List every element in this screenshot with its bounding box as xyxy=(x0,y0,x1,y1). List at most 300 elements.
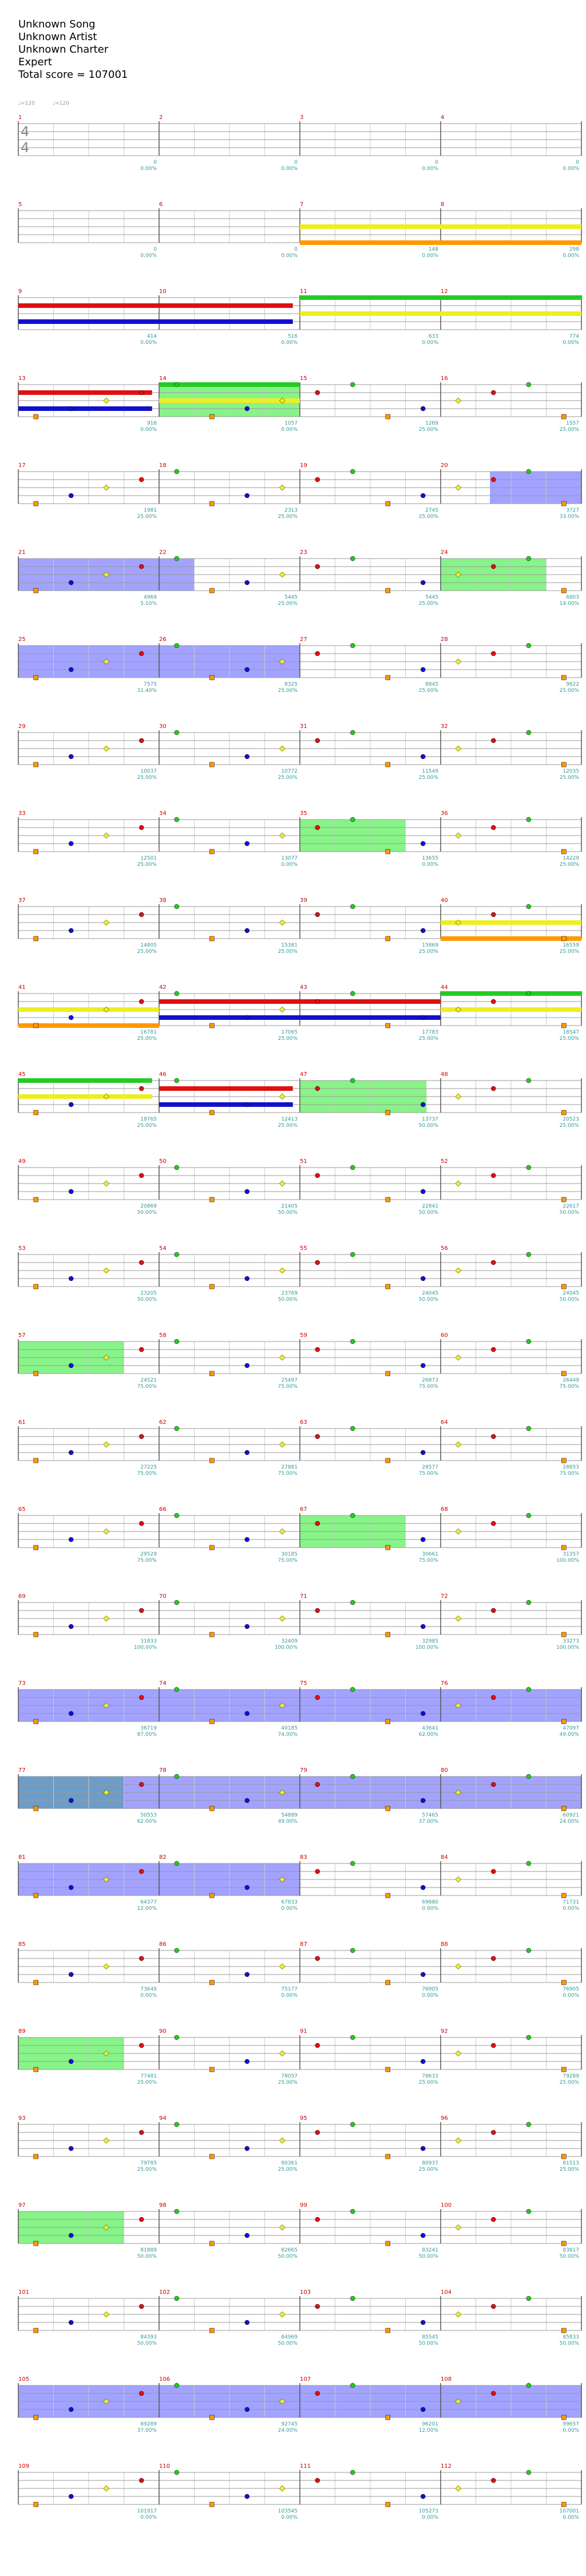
note-gem xyxy=(386,762,390,767)
note-gem xyxy=(491,2217,496,2222)
note-gem xyxy=(209,2328,214,2333)
note-gem xyxy=(175,1339,179,1344)
note-gem xyxy=(279,1616,285,1621)
note-gem xyxy=(34,849,38,854)
note-gem xyxy=(491,2304,496,2309)
note-gem xyxy=(245,2059,250,2064)
sustain-bar xyxy=(18,1094,152,1099)
note-gem xyxy=(561,1458,566,1463)
measure-score: 57465 xyxy=(422,1813,438,1818)
note-gem xyxy=(315,2304,320,2309)
note-gem xyxy=(526,556,531,561)
measure-number: 48 xyxy=(441,1071,448,1078)
note-gem xyxy=(350,2383,355,2388)
note-gem xyxy=(526,2296,531,2301)
measure-percent: 25.00% xyxy=(418,427,438,433)
note-gem xyxy=(561,1893,566,1898)
measure-score: 24045 xyxy=(422,1291,438,1296)
measure-percent: 0.00% xyxy=(281,340,298,346)
note-gem xyxy=(209,675,214,680)
note-gem xyxy=(350,643,355,648)
note-gem xyxy=(245,580,250,585)
measure-score: 8325 xyxy=(284,682,298,687)
note-gem xyxy=(69,1711,73,1716)
note-gem xyxy=(209,1719,214,1724)
time-signature-numerator: 4 xyxy=(21,124,30,140)
measure-score: 13737 xyxy=(422,1117,438,1122)
note-gem xyxy=(245,406,250,411)
note-gem xyxy=(245,2407,250,2412)
note-gem xyxy=(315,564,320,569)
sustain-bar xyxy=(300,295,581,300)
measure-score: 80937 xyxy=(422,2160,438,2166)
measure-number: 16 xyxy=(441,375,448,382)
note-gem xyxy=(34,1197,38,1202)
note-gem xyxy=(139,1695,144,1700)
note-gem xyxy=(279,1007,285,1012)
note-gem xyxy=(245,2233,250,2238)
measure-percent: 25.00% xyxy=(278,2080,298,2086)
measure-number: 107 xyxy=(300,2376,311,2383)
measure-percent: 75.00% xyxy=(418,1558,438,1564)
note-gem xyxy=(561,2241,566,2246)
measure-percent: 25.00% xyxy=(418,688,438,694)
measure-score: 79289 xyxy=(563,2074,579,2079)
note-gem xyxy=(315,477,320,482)
measure-number: 28 xyxy=(441,636,448,643)
measure-score: 633 xyxy=(428,334,438,339)
note-gem xyxy=(491,738,496,743)
measure-percent: 25.00% xyxy=(278,1123,298,1129)
note-gem xyxy=(491,1695,496,1700)
measure-number: 19 xyxy=(300,462,307,469)
note-gem xyxy=(491,2391,496,2396)
measure-score: 73649 xyxy=(140,1987,157,1992)
note-gem xyxy=(526,2470,531,2475)
measure-number: 33 xyxy=(18,810,26,817)
note-gem xyxy=(175,904,179,909)
note-gem xyxy=(561,501,566,506)
measure-percent: 25.00% xyxy=(559,688,579,694)
note-gem xyxy=(315,738,320,743)
measure-number: 106 xyxy=(159,2376,171,2383)
measure-score: 78057 xyxy=(281,2074,298,2079)
note-gem xyxy=(561,936,566,941)
measure-percent: 100.00% xyxy=(415,1645,438,1651)
note-gem xyxy=(421,1885,425,1890)
note-gem xyxy=(175,1513,179,1518)
measure-percent: 75.00% xyxy=(559,1384,579,1390)
note-gem xyxy=(279,920,285,925)
measure-percent: 25.00% xyxy=(137,2080,157,2086)
measure-score: 26449 xyxy=(563,1378,579,1383)
measure-number: 4 xyxy=(441,114,445,121)
measure-number: 108 xyxy=(441,2376,452,2383)
note-gem xyxy=(279,746,285,751)
note-gem xyxy=(350,1948,355,1953)
measure-percent: 75.00% xyxy=(137,1471,157,1477)
note-gem xyxy=(526,1687,531,1692)
note-gem xyxy=(561,849,566,854)
note-gem xyxy=(315,2478,320,2483)
measure-percent: 75.00% xyxy=(278,1558,298,1564)
measure-percent: 50.00% xyxy=(559,2341,579,2347)
measure-score: 23769 xyxy=(281,1291,298,1296)
note-gem xyxy=(561,588,566,593)
measure-number: 25 xyxy=(18,636,26,643)
measure-number: 60 xyxy=(441,1332,448,1339)
measure-score: 4969 xyxy=(144,595,157,600)
note-gem xyxy=(386,1371,390,1376)
note-gem xyxy=(456,1442,461,1447)
note-gem xyxy=(561,2328,566,2333)
note-gem xyxy=(139,1260,144,1265)
sustain-bar xyxy=(441,991,581,996)
note-gem xyxy=(139,2304,144,2309)
measure-number: 71 xyxy=(300,1593,307,1600)
note-gem xyxy=(526,2209,531,2214)
measure-score: 18547 xyxy=(563,1030,579,1035)
measure-percent: 0.00% xyxy=(140,253,157,259)
measure-number: 68 xyxy=(441,1506,448,1513)
note-gem xyxy=(139,1173,144,1178)
note-gem xyxy=(456,2225,461,2230)
note-gem xyxy=(350,1600,355,1605)
measure-number: 86 xyxy=(159,1941,167,1948)
measure-percent: 25.00% xyxy=(278,688,298,694)
note-gem xyxy=(350,469,355,474)
note-gem xyxy=(209,1893,214,1898)
note-gem xyxy=(209,1371,214,1376)
measure-number: 56 xyxy=(441,1245,448,1252)
measure-score: 76905 xyxy=(422,1987,438,1992)
note-gem xyxy=(175,1600,179,1605)
note-gem xyxy=(69,1102,73,1107)
measure-number: 69 xyxy=(18,1593,26,1600)
note-gem xyxy=(279,1355,285,1360)
note-gem xyxy=(350,991,355,996)
note-gem xyxy=(34,1545,38,1550)
measure-score: 64377 xyxy=(140,1900,157,1905)
note-gem xyxy=(526,730,531,735)
measure-number: 22 xyxy=(159,549,167,556)
measure-percent: 100.00% xyxy=(274,1645,298,1651)
note-gem xyxy=(175,1861,179,1866)
sustain-bar xyxy=(159,1102,293,1107)
note-gem xyxy=(245,1015,250,1020)
measure-percent: 0.00% xyxy=(140,166,157,172)
note-gem xyxy=(491,2130,496,2135)
measure-score: 14229 xyxy=(563,856,579,861)
note-gem xyxy=(421,667,425,672)
note-gem xyxy=(104,2138,109,2143)
note-gem xyxy=(209,414,214,419)
measure-number: 32 xyxy=(441,723,448,730)
note-gem xyxy=(34,2067,38,2072)
note-gem xyxy=(34,2328,38,2333)
measure-percent: 25.00% xyxy=(278,775,298,781)
note-gem xyxy=(209,1980,214,1985)
note-gem xyxy=(561,2502,566,2507)
measure-score: 774 xyxy=(569,334,579,339)
note-gem xyxy=(421,1798,425,1803)
measure-score: 298 xyxy=(569,247,579,252)
note-gem xyxy=(350,904,355,909)
measure-percent: 33.00% xyxy=(559,514,579,520)
measure-percent: 25.00% xyxy=(137,1123,157,1129)
measure-number: 90 xyxy=(159,2028,167,2035)
note-gem xyxy=(209,1110,214,1115)
note-gem xyxy=(245,1972,250,1977)
note-gem xyxy=(315,1434,320,1439)
measure-score: 107001 xyxy=(559,2508,579,2514)
measure-score: 12035 xyxy=(563,769,579,774)
measure-percent: 74.00% xyxy=(278,1732,298,1738)
measure-score: 17783 xyxy=(422,1030,438,1035)
note-gem xyxy=(421,1015,425,1020)
note-gem xyxy=(386,1545,390,1550)
note-gem xyxy=(456,2138,461,2143)
measure-number: 11 xyxy=(300,288,307,295)
note-gem xyxy=(561,1197,566,1202)
note-gem xyxy=(491,564,496,569)
sustain-bar xyxy=(18,406,152,411)
note-gem xyxy=(209,849,214,854)
note-gem xyxy=(209,1197,214,1202)
note-gem xyxy=(279,1964,285,1969)
measure-number: 109 xyxy=(18,2463,30,2470)
note-gem xyxy=(386,2154,390,2159)
note-gem xyxy=(69,493,73,498)
note-gem xyxy=(175,817,179,822)
measure-number: 14 xyxy=(159,375,167,382)
note-gem xyxy=(561,1632,566,1637)
measure-score: 81889 xyxy=(140,2247,157,2253)
measure-score: 11549 xyxy=(422,769,438,774)
note-gem xyxy=(209,1458,214,1463)
measure-percent: 25.00% xyxy=(559,775,579,781)
note-gem xyxy=(69,1015,73,1020)
measure-score: 13077 xyxy=(281,856,298,861)
note-gem xyxy=(561,1023,566,1028)
note-gem xyxy=(386,2067,390,2072)
note-gem xyxy=(350,2470,355,2475)
measure-score: 60921 xyxy=(563,1813,579,1818)
measure-number: 30 xyxy=(159,723,167,730)
note-gem xyxy=(421,2059,425,2064)
note-gem xyxy=(69,1276,73,1281)
note-gem xyxy=(350,1078,355,1083)
note-gem xyxy=(104,2486,109,2491)
note-gem xyxy=(209,1806,214,1811)
measure-percent: 0.00% xyxy=(281,1906,298,1912)
measure-percent: 25.00% xyxy=(418,514,438,520)
measure-number: 67 xyxy=(300,1506,307,1513)
note-gem xyxy=(491,999,496,1004)
measure-score: 10037 xyxy=(140,769,157,774)
sustain-bar xyxy=(159,999,441,1004)
measure-percent: 50.00% xyxy=(418,1210,438,1216)
note-gem xyxy=(386,1893,390,1898)
note-gem xyxy=(315,390,320,395)
song-charter: Unknown Charter xyxy=(18,43,109,56)
measure-number: 104 xyxy=(441,2289,452,2296)
note-gem xyxy=(526,2035,531,2040)
note-gem xyxy=(526,643,531,648)
measure-number: 40 xyxy=(441,897,448,904)
note-gem xyxy=(69,2320,73,2325)
note-gem xyxy=(350,1513,355,1518)
measure-score: 83241 xyxy=(422,2247,438,2253)
note-gem xyxy=(104,746,109,751)
measure-percent: 50.00% xyxy=(278,1210,298,1216)
note-gem xyxy=(561,675,566,680)
measure-score: 15381 xyxy=(281,943,298,948)
measure-score: 16559 xyxy=(563,943,579,948)
note-gem xyxy=(245,841,250,846)
measure-number: 54 xyxy=(159,1245,167,1252)
note-gem xyxy=(245,2320,250,2325)
sustain-bar xyxy=(159,1015,441,1020)
measure-score: 31357 xyxy=(563,1552,579,1557)
measure-number: 59 xyxy=(300,1332,307,1339)
measure-percent: 25.00% xyxy=(137,514,157,520)
note-gem xyxy=(386,414,390,419)
note-gem xyxy=(456,833,461,838)
note-gem xyxy=(491,1869,496,1874)
note-gem xyxy=(315,651,320,656)
sustain-bar xyxy=(441,920,581,925)
measure-score: 1269 xyxy=(425,421,438,426)
measure-number: 103 xyxy=(300,2289,311,2296)
note-gem xyxy=(175,1078,179,1083)
note-gem xyxy=(245,1102,250,1107)
measure-score: 14805 xyxy=(140,943,157,948)
measure-percent: 0.00% xyxy=(422,862,438,868)
note-gem xyxy=(350,1774,355,1779)
measure-score: 28853 xyxy=(563,1465,579,1470)
measure-percent: 25.00% xyxy=(559,862,579,868)
sustain-bar xyxy=(18,1023,159,1028)
note-gem xyxy=(69,1363,73,1368)
note-gem xyxy=(279,1442,285,1447)
note-gem xyxy=(456,1964,461,1969)
sustain-bar xyxy=(441,1007,581,1012)
measure-score: 20523 xyxy=(563,1117,579,1122)
measure-percent: 0.00% xyxy=(422,253,438,259)
measure-percent: 0.00% xyxy=(563,2515,579,2520)
measure-score: 1057 xyxy=(284,421,298,426)
note-gem xyxy=(69,2494,73,2499)
note-gem xyxy=(491,1347,496,1352)
note-gem xyxy=(456,1616,461,1621)
note-gem xyxy=(34,1806,38,1811)
note-gem xyxy=(139,912,144,917)
measure-score: 71731 xyxy=(563,1900,579,1905)
note-gem xyxy=(245,1189,250,1194)
measure-percent: 31.40% xyxy=(137,688,157,694)
note-gem xyxy=(421,2494,425,2499)
note-gem xyxy=(69,928,73,933)
note-gem xyxy=(456,1094,461,1099)
measure-number: 45 xyxy=(18,1071,26,1078)
measure-score: 0 xyxy=(153,160,157,165)
note-gem xyxy=(139,390,144,395)
measure-score: 50553 xyxy=(140,1813,157,1818)
note-gem xyxy=(279,1268,285,1273)
note-gem xyxy=(315,1521,320,1526)
measure-percent: 49.00% xyxy=(278,1819,298,1825)
note-gem xyxy=(350,2296,355,2301)
measure-percent: 75.00% xyxy=(137,1558,157,1564)
note-gem xyxy=(69,754,73,759)
note-gem xyxy=(315,2217,320,2222)
note-gem xyxy=(491,1260,496,1265)
measure-percent: 0.00% xyxy=(140,1993,157,1999)
measure-score: 105273 xyxy=(418,2508,438,2514)
note-gem xyxy=(104,1616,109,1621)
note-gem xyxy=(209,1284,214,1289)
note-gem xyxy=(421,1102,425,1107)
note-gem xyxy=(34,1110,38,1115)
note-gem xyxy=(139,1782,144,1787)
measure-score: 0 xyxy=(435,160,438,165)
note-gem xyxy=(175,2122,179,2127)
song-artist: Unknown Artist xyxy=(18,31,97,43)
note-gem xyxy=(209,1545,214,1550)
note-gem xyxy=(139,1347,144,1352)
note-gem xyxy=(139,1869,144,1874)
note-gem xyxy=(526,904,531,909)
note-gem xyxy=(526,1078,531,1083)
note-gem xyxy=(456,746,461,751)
note-gem xyxy=(34,1632,38,1637)
note-gem xyxy=(139,1608,144,1613)
measure-score: 2745 xyxy=(425,508,438,513)
measure-number: 23 xyxy=(300,549,307,556)
measure-score: 69880 xyxy=(422,1900,438,1905)
measure-number: 95 xyxy=(300,2115,307,2122)
note-gem xyxy=(34,1284,38,1289)
note-gem xyxy=(456,2051,461,2056)
measure-number: 12 xyxy=(441,288,448,295)
measure-number: 62 xyxy=(159,1419,167,1426)
note-gem xyxy=(139,2391,144,2396)
measure-score: 10772 xyxy=(281,769,298,774)
note-gem xyxy=(350,2035,355,2040)
measure-number: 64 xyxy=(441,1419,448,1426)
note-gem xyxy=(175,1774,179,1779)
measure-score: 78633 xyxy=(422,2074,438,2079)
measure-number: 37 xyxy=(18,897,26,904)
note-gem xyxy=(175,556,179,561)
measure-score: 83817 xyxy=(563,2247,579,2253)
note-gem xyxy=(350,1252,355,1257)
note-gem xyxy=(491,390,496,395)
measure-score: 79785 xyxy=(140,2160,157,2166)
note-gem xyxy=(175,730,179,735)
measure-number: 102 xyxy=(159,2289,171,2296)
note-gem xyxy=(139,2043,144,2048)
note-gem xyxy=(34,501,38,506)
note-gem xyxy=(34,762,38,767)
note-gem xyxy=(421,1711,425,1716)
note-gem xyxy=(279,2225,285,2230)
note-gem xyxy=(456,659,461,664)
note-gem xyxy=(526,1948,531,1953)
note-gem xyxy=(561,1806,566,1811)
note-gem xyxy=(245,1363,250,1368)
